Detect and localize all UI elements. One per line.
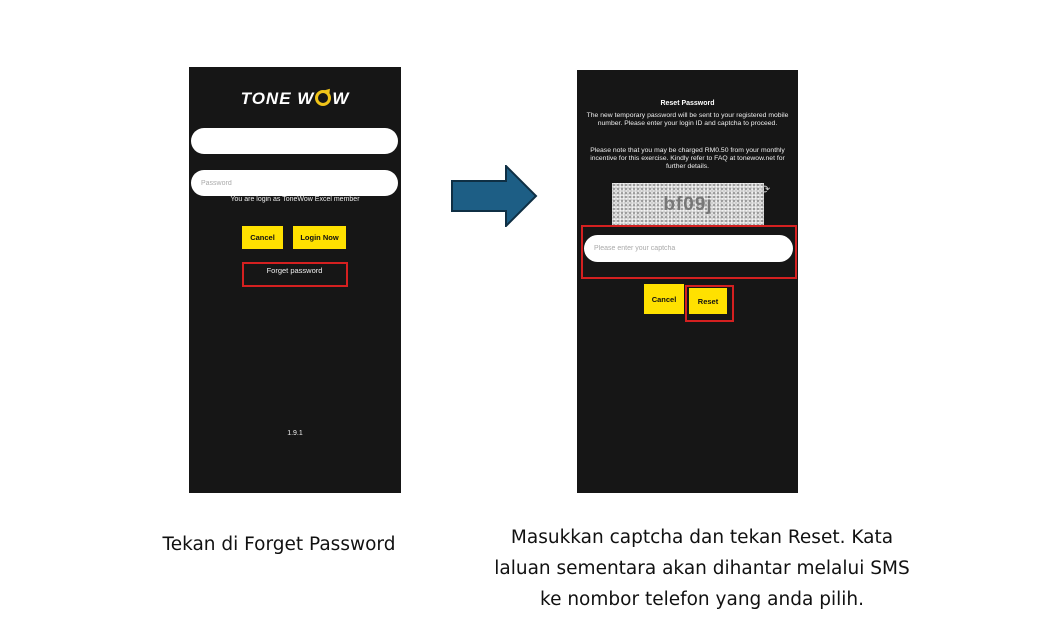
forget-password-link[interactable]: Forget password bbox=[266, 266, 323, 275]
reset-password-title: Reset Password bbox=[660, 100, 715, 107]
login-screen bbox=[189, 67, 401, 493]
captcha-highlight bbox=[581, 225, 797, 279]
refresh-captcha-icon[interactable]: ⟳ bbox=[761, 184, 771, 196]
captcha-image: bf09j bbox=[612, 183, 764, 225]
tonewow-logo: TONE W W bbox=[240, 89, 350, 108]
reset-highlight bbox=[685, 285, 734, 322]
reset-instructions: The new temporary password will be sent to your registered mobile number. Please enter your login ID and captcha to proceed. bbox=[586, 112, 789, 127]
right-caption-line-1: Masukkan captcha dan tekan Reset. Kata bbox=[510, 527, 894, 548]
right-caption-line-2: laluan sementara akan dihantar melalui SMS bbox=[494, 558, 910, 579]
login-id-field[interactable] bbox=[191, 128, 398, 154]
login-id-input[interactable] bbox=[191, 128, 398, 154]
login-status-text: You are login as ToneWow Excel member bbox=[230, 196, 360, 203]
cancel-button[interactable]: Cancel bbox=[644, 284, 684, 314]
right-caption bbox=[470, 522, 934, 615]
login-now-button[interactable]: Login Now bbox=[293, 226, 346, 249]
next-step-arrow-icon bbox=[451, 165, 539, 227]
version-text: 1.9.1 bbox=[287, 430, 303, 437]
charge-note: Please note that you may be charged RM0.50 from your monthly incentive for this exercise. Kindly refer to FAQ at tonewow.net for further details. bbox=[590, 147, 785, 170]
right-caption-line-3: ke nombor telefon yang anda pilih. bbox=[540, 589, 864, 610]
forget-password-highlight bbox=[242, 262, 348, 287]
password-input[interactable] bbox=[191, 170, 398, 196]
logo-o-arrow-icon bbox=[315, 90, 331, 106]
left-caption: Tekan di Forget Password bbox=[162, 534, 396, 555]
password-field[interactable] bbox=[191, 170, 398, 196]
cancel-button[interactable]: Cancel bbox=[242, 226, 283, 249]
reset-button[interactable]: Reset bbox=[689, 288, 727, 314]
reset-password-screen bbox=[577, 70, 798, 493]
